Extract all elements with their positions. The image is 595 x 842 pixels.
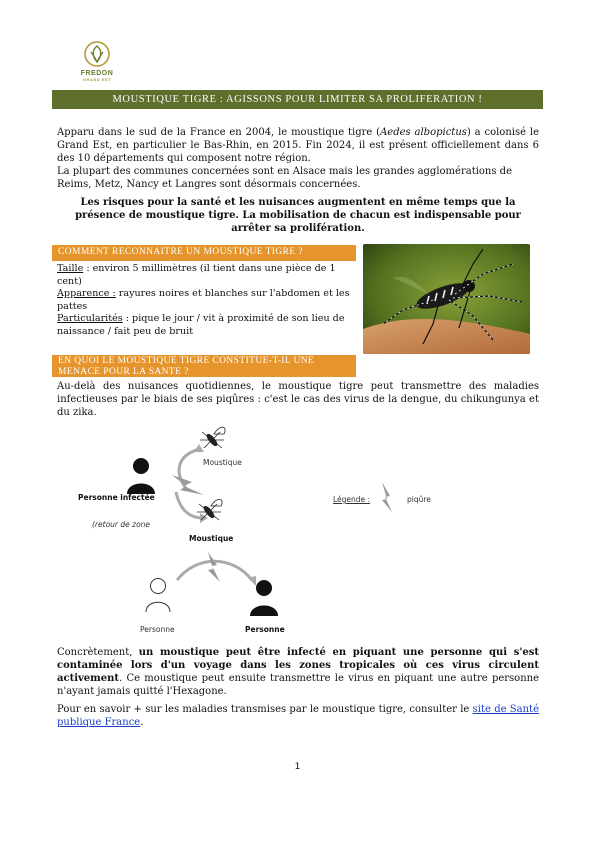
bite-legend-icon bbox=[382, 482, 392, 512]
page-title-banner bbox=[52, 90, 543, 109]
person-outline-icon bbox=[146, 579, 170, 613]
particularities-line: Particularités : pique le jour / vit à proximité de son lieu de naissance / fait peu de bruit bbox=[57, 313, 345, 337]
page-title: MOUSTIQUE TIGRE : AGISSONS POUR LIMITER SA PROLIFERATION ! bbox=[112, 94, 483, 105]
mosquito-icon bbox=[200, 427, 225, 448]
appearance-line: Apparence : rayures noires et blanches sur l'abdomen et les pattes bbox=[57, 288, 350, 312]
mosquito-photo bbox=[363, 244, 530, 354]
label-person-right: Personne bbox=[245, 625, 285, 634]
warning-text: Les risques pour la santé et les nuisances augmentent en même temps que la présence de moustique tigre. La mobilisation de chacun est indispensable pour arrêter sa prolifération. bbox=[75, 197, 521, 234]
page-number: 1 bbox=[294, 762, 301, 772]
label-person-left: Personne bbox=[140, 625, 175, 634]
label-mosquito-top: Moustique bbox=[203, 458, 242, 467]
recognition-details bbox=[57, 263, 355, 339]
threat-paragraph: Au-delà des nuisances quotidiennes, le moustique tigre peut transmettre des maladies infectieuses par le biais de ses piqûres : c'est le cas des virus de la dengue, du chikungunya et du zika. bbox=[57, 381, 539, 418]
label-mosquito-mid: Moustique bbox=[189, 534, 234, 543]
person-icon bbox=[250, 580, 278, 616]
logo-text: FREDON GRAND EST bbox=[80, 70, 114, 82]
label-return-note: (retour de zone bbox=[92, 520, 151, 529]
transmission-diagram bbox=[52, 420, 543, 645]
section-heading-threat: EN QUOI LE MOUSTIQUE TIGRE CONSTITUE-T-IL UNE MENACE POUR LA SANTE ? bbox=[52, 355, 356, 377]
size-line: Taille : environ 5 millimètres (il tient dans une pièce de 1 cent) bbox=[57, 263, 336, 287]
intro-paragraph-1: Apparu dans le sud de la France en 2004, le moustique tigre (Aedes albopictus) a colonisé le Grand Est, en particulier le Bas-Rhin, en 2015. Fin 2024, il est présent officiellement dans 6 des 10 départements qui composent notre région. bbox=[57, 127, 539, 164]
person-infected-icon bbox=[127, 458, 155, 494]
species-name: Aedes albopictus bbox=[380, 127, 467, 138]
more-info-paragraph: Pour en savoir + sur les maladies transmises par le moustique tigre, consulter le site de Santé publique France. bbox=[57, 704, 539, 728]
intro-paragraph-2: La plupart des communes concernées sont en Alsace mais les grandes agglomérations de Reims, Metz, Nancy et Langres sont désormais concernées. bbox=[57, 166, 512, 190]
label-infected-person: Personne infectée bbox=[78, 493, 155, 502]
conclusion-paragraph: Concrètement, un moustique peut être infecté en piquant une personne qui s'est contaminée lors d'un voyage dans les zones tropicales où ces virus circulent activement. Ce moustique peut ensuite transmettre le virus en piquant une autre personne n'ayant jamais quitté l'Hexagone. bbox=[57, 647, 539, 697]
section-heading-recognize: COMMENT RECONNAITRE UN MOUSTIQUE TIGRE ? bbox=[52, 245, 356, 261]
legend-value: piqûre bbox=[407, 495, 431, 504]
sante-publique-link[interactable]: site de Santé publique France bbox=[57, 704, 539, 728]
legend-label: Légende : bbox=[333, 495, 371, 504]
